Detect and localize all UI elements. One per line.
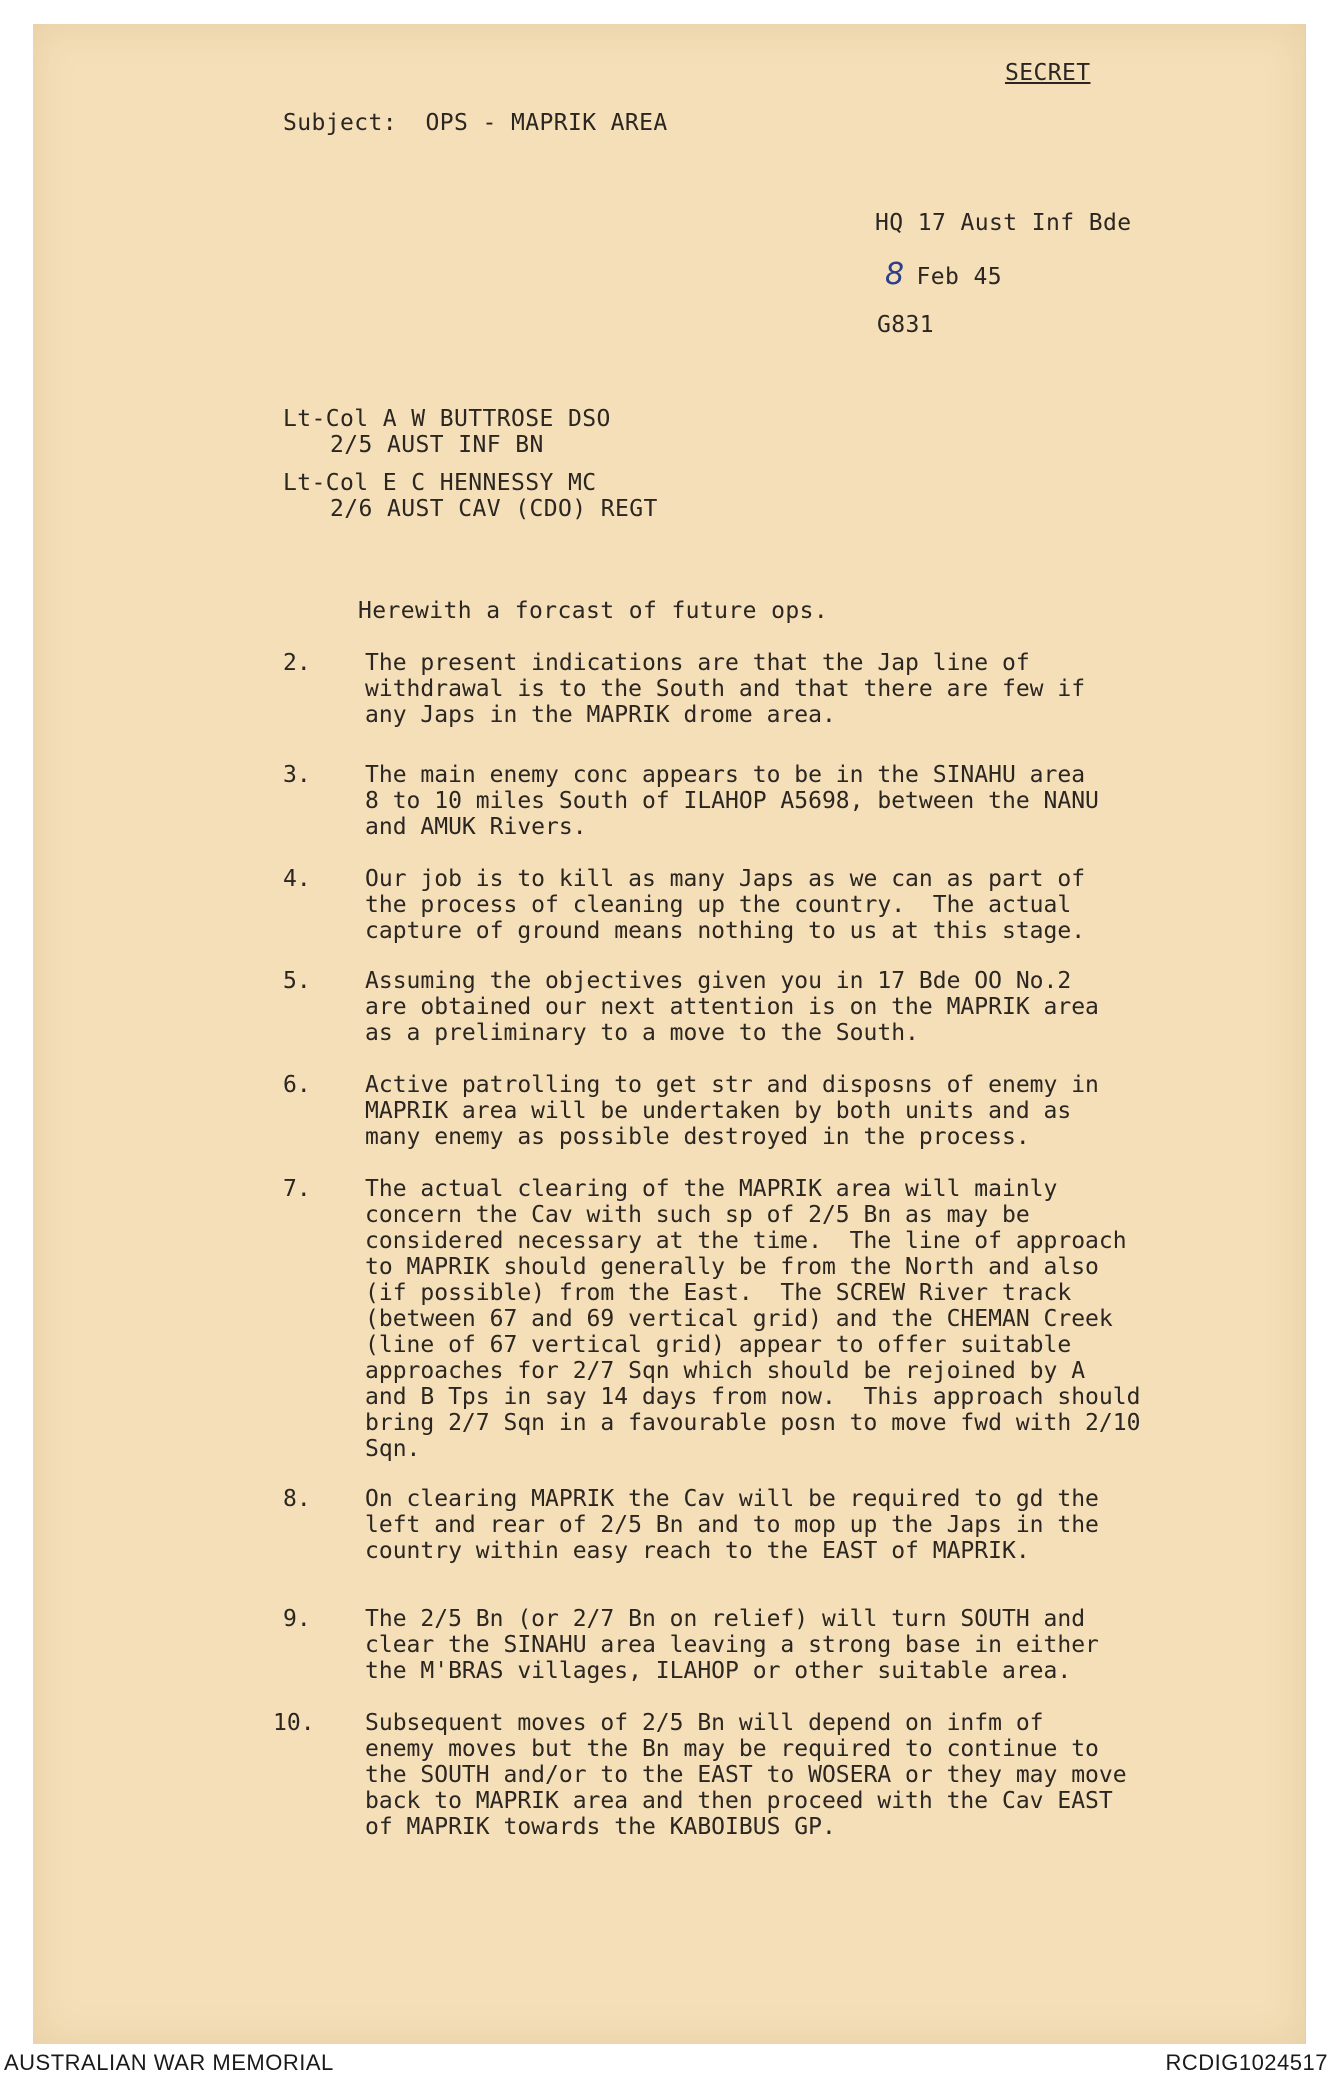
paragraph-10: [273, 1710, 1233, 1840]
reference-number: G831: [877, 312, 934, 338]
paragraph-number: 9.: [283, 1606, 311, 1632]
addressee-1-name: Lt-Col A W BUTTROSE DSO: [283, 406, 611, 432]
paragraph-number: 10.: [273, 1710, 315, 1736]
document-date: [885, 257, 1002, 292]
paragraph-8: [283, 1486, 1243, 1564]
paragraph-text: Our job is to kill as many Japs as we can as part of the process of cleaning up the country. The actual capture of ground means nothing to us at this stage.: [365, 866, 1086, 944]
paragraph-number: 4.: [283, 866, 311, 892]
paragraph-number: 6.: [283, 1072, 311, 1098]
paragraph-text: The 2/5 Bn (or 2/7 Bn on relief) will turn SOUTH and clear the SINAHU area leaving a strong base in either the M'BRAS villages, ILAHOP or other suitable area.: [365, 1606, 1099, 1684]
paragraph-number: 5.: [283, 968, 311, 994]
intro-line: Herewith a forcast of future ops.: [358, 598, 829, 624]
date-month-year: Feb 45: [916, 264, 1002, 290]
addressee-2-unit: 2/6 AUST CAV (CDO) REGT: [330, 496, 658, 522]
paragraph-number: 7.: [283, 1176, 311, 1202]
paragraph-text: The actual clearing of the MAPRIK area will mainly concern the Cav with such sp of 2/5 Bn as may be considered necessary at the time. The line of approach to MAPRIK should generally be from the North and also (if possible) from the East. The SCREW River track (between 67 and 69 vertical grid) and the CHEMAN Creek (line of 67 vertical grid) appear to offer suitable approaches for 2/7 Sqn which should be rejoined by A and B Tps in say 14 days from now. This approach should bring 2/7 Sqn in a favourable posn to move fwd with 2/10 Sqn.: [365, 1176, 1141, 1462]
paragraph-text: Active patrolling to get str and disposns of enemy in MAPRIK area will be undertaken by both units and as many enemy as possible destroyed in the process.: [365, 1072, 1099, 1150]
paragraph-7: [283, 1176, 1243, 1462]
paragraph-number: 8.: [283, 1486, 311, 1512]
paragraph-6: [283, 1072, 1243, 1150]
paragraph-number: 3.: [283, 762, 311, 788]
handwritten-date-day: 8: [885, 257, 905, 292]
paragraph-text: Assuming the objectives given you in 17 Bde OO No.2 are obtained our next attention is on the MAPRIK area as a preliminary to a move to the South.: [365, 968, 1099, 1046]
paragraph-text: On clearing MAPRIK the Cav will be required to gd the left and rear of 2/5 Bn and to mop up the Japs in the country within easy reach to the EAST of MAPRIK.: [365, 1486, 1099, 1564]
paragraph-2: [283, 650, 1243, 728]
sender-hq: HQ 17 Aust Inf Bde: [875, 210, 1132, 236]
subject-line: Subject: OPS - MAPRIK AREA: [283, 110, 668, 136]
archive-credit: AUSTRALIAN WAR MEMORIAL: [4, 2050, 334, 2075]
paragraph-number: 2.: [283, 650, 311, 676]
paragraph-text: The main enemy conc appears to be in the SINAHU area 8 to 10 miles South of ILAHOP A5698, between the NANU and AMUK Rivers.: [365, 762, 1099, 840]
archive-id: RCDIG1024517: [1165, 2050, 1328, 2075]
paragraph-text: The present indications are that the Jap line of withdrawal is to the South and that there are few if any Japs in the MAPRIK drome area.: [365, 650, 1086, 728]
paragraph-5: [283, 968, 1243, 1046]
classification-label: SECRET: [1005, 60, 1091, 86]
addressee-2-name: Lt-Col E C HENNESSY MC: [283, 470, 597, 496]
paragraph-4: [283, 866, 1243, 944]
paragraph-9: [283, 1606, 1243, 1684]
addressee-1-unit: 2/5 AUST INF BN: [330, 432, 544, 458]
paragraph-text: Subsequent moves of 2/5 Bn will depend on infm of enemy moves but the Bn may be required to continue to the SOUTH and/or to the EAST to WOSERA or they may move back to MAPRIK area and then proceed with the Cav EAST of MAPRIK towards the KABOIBUS GP.: [365, 1710, 1127, 1840]
paragraph-3: [283, 762, 1243, 840]
